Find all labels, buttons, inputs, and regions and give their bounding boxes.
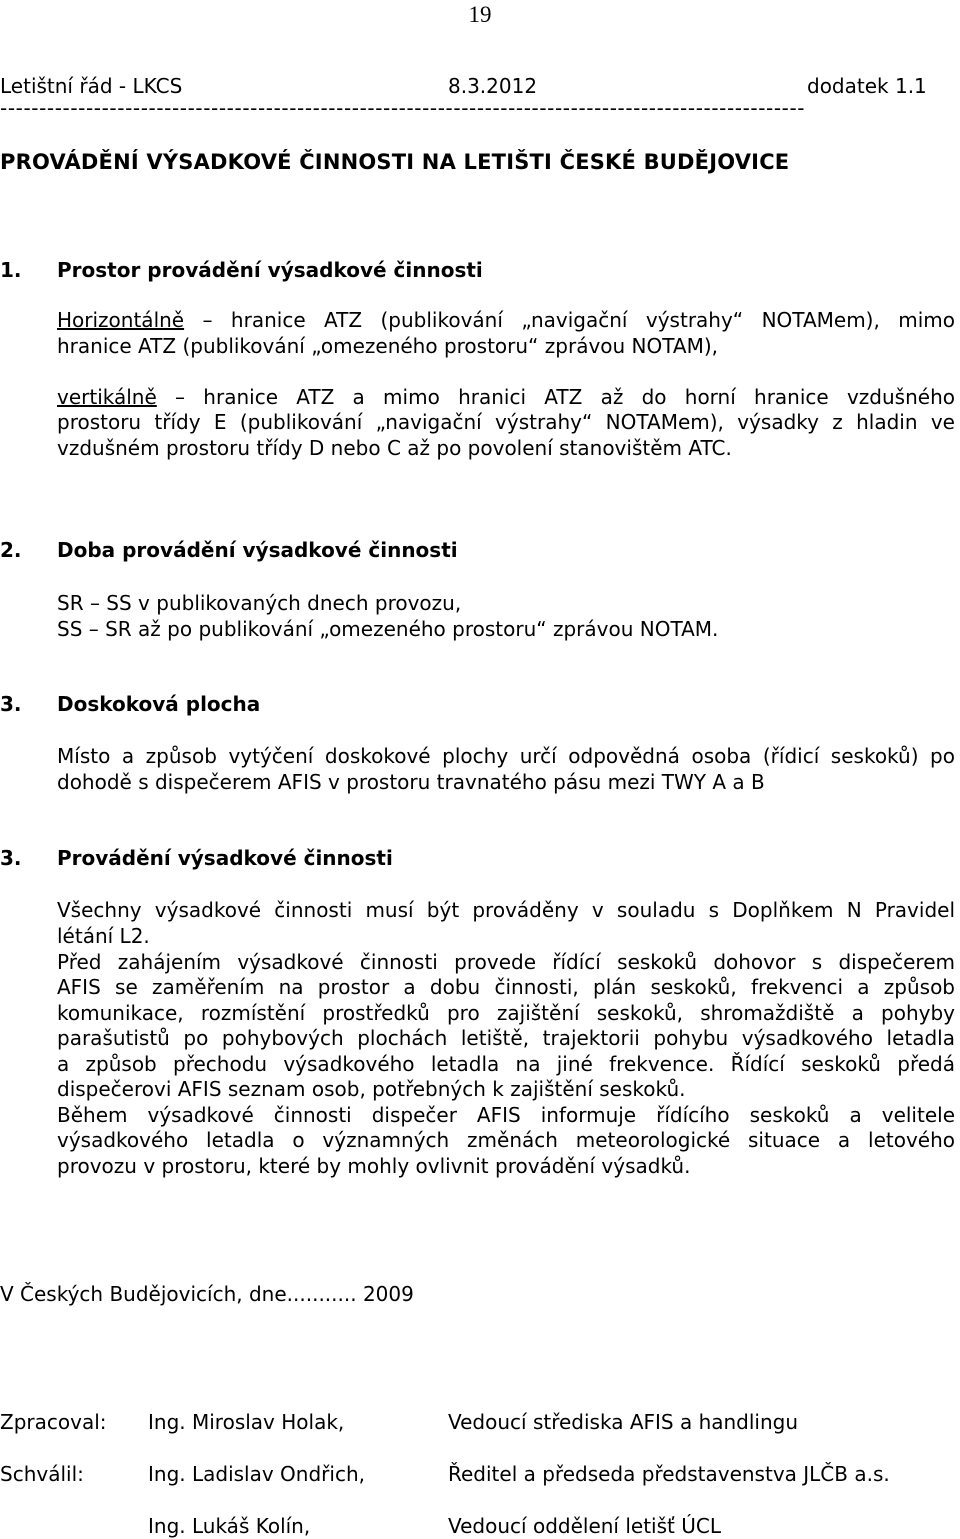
section-4-line-9: Během výsadkové činnosti dispečer AFIS informuje řídícího seskoků a velitele <box>57 1103 955 1127</box>
vertical-line-1 <box>57 385 955 410</box>
section-4-line-8: dispečerovi AFIS seznam osob, potřebných k zajištění seskoků. <box>57 1077 686 1101</box>
section-4-line-11: provozu v prostoru, které by mohly ovlivnit provádění výsadků. <box>57 1154 691 1178</box>
horizontal-line-1 <box>57 308 955 333</box>
section-4-line-4: AFIS se zaměřením na prostor a dobu činnosti, plán seskoků, frekvenci a způsob <box>57 975 955 999</box>
section-3-line-2: dohodě s dispečerem AFIS v prostoru travnatého pásu mezi TWY A a B <box>57 770 765 794</box>
section-4-heading: Provádění výsadkové činnosti <box>57 846 393 870</box>
header-rule: ------------------------------------------------------------------------------------------------------- <box>0 96 806 120</box>
signature-label-prepared: Zpracoval: <box>0 1410 107 1434</box>
vertical-line-2: prostoru třídy E (publikování „navigační výstrahy“ NOTAMem), výsadky z hladin ve <box>57 410 955 434</box>
vertical-line-3: vzdušném prostoru třídy D nebo C až po povolení stanovištěm ATC. <box>57 436 732 460</box>
signature-role-approved: Ředitel a předseda představenstva JLČB a.s. <box>448 1462 890 1486</box>
section-4-line-10: výsadkového letadla o významných změnách meteorologické situace a letového <box>57 1128 955 1152</box>
page-title: PROVÁDĚNÍ VÝSADKOVÉ ČINNOSTI NA LETIŠTI ČESKÉ BUDĚJOVICE <box>0 150 790 174</box>
section-4-line-5: komunikace, rozmístění prostředků pro zajištění seskoků, shromaždiště a pohyby <box>57 1001 955 1025</box>
signature-name-approved: Ing. Ladislav Ondřich, <box>148 1462 365 1486</box>
section-2-line-1: SR – SS v publikovaných dnech provozu, <box>57 591 462 615</box>
page-number: 19 <box>468 2 492 27</box>
section-2-line-2: SS – SR až po publikování „omezeného prostoru“ zprávou NOTAM. <box>57 617 719 641</box>
horizontal-text: – hranice ATZ (publikování „navigační výstrahy“ NOTAMem), mimo <box>184 308 955 332</box>
signature-name-ucl: Ing. Lukáš Kolín, <box>148 1514 311 1538</box>
section-3-number: 3. <box>0 692 22 716</box>
signature-name-prepared: Ing. Miroslav Holak, <box>148 1410 345 1434</box>
vertical-term: vertikálně <box>57 385 157 409</box>
place-date: V Českých Budějovicích, dne........... 2009 <box>0 1282 414 1306</box>
horizontal-line-2: hranice ATZ (publikování „omezeného prostoru“ zprávou NOTAM), <box>57 334 719 358</box>
horizontal-term: Horizontálně <box>57 308 185 332</box>
section-4-line-6: parašutistů po pohybových plochách letiště, trajektorii pohybu výsadkového letadla <box>57 1026 955 1050</box>
section-4-line-3: Před zahájením výsadkové činnosti provede řídící seskoků dohovor s dispečerem <box>57 950 955 974</box>
signature-role-prepared: Vedoucí střediska AFIS a handlingu <box>448 1410 799 1434</box>
section-1-number: 1. <box>0 258 22 282</box>
header-date: 8.3.2012 <box>448 74 538 98</box>
section-2-number: 2. <box>0 538 22 562</box>
signature-role-ucl: Vedoucí oddělení letišť ÚCL <box>448 1514 721 1538</box>
vertical-text: – hranice ATZ a mimo hranici ATZ až do horní hranice vzdušného <box>156 385 955 409</box>
section-2-heading: Doba provádění výsadkové činnosti <box>57 538 458 562</box>
section-4-line-7: a způsob přechodu výsadkového letadla na jiné frekvence. Řídící seskoků předá <box>57 1052 955 1076</box>
header-document-name: Letištní řád - LKCS <box>0 74 183 98</box>
section-4-line-1: Všechny výsadkové činnosti musí být prováděny v souladu s Doplňkem N Pravidel <box>57 898 955 922</box>
section-1-heading: Prostor provádění výsadkové činnosti <box>57 258 483 282</box>
header-amendment: dodatek 1.1 <box>807 74 927 98</box>
section-4-line-2: létání L2. <box>57 924 150 948</box>
section-3-heading: Doskoková plocha <box>57 692 261 716</box>
section-4-number: 3. <box>0 846 22 870</box>
signature-label-approved: Schválil: <box>0 1462 84 1486</box>
section-3-line-1: Místo a způsob vytýčení doskokové plochy určí odpovědná osoba (řídicí seskoků) po <box>57 744 955 768</box>
